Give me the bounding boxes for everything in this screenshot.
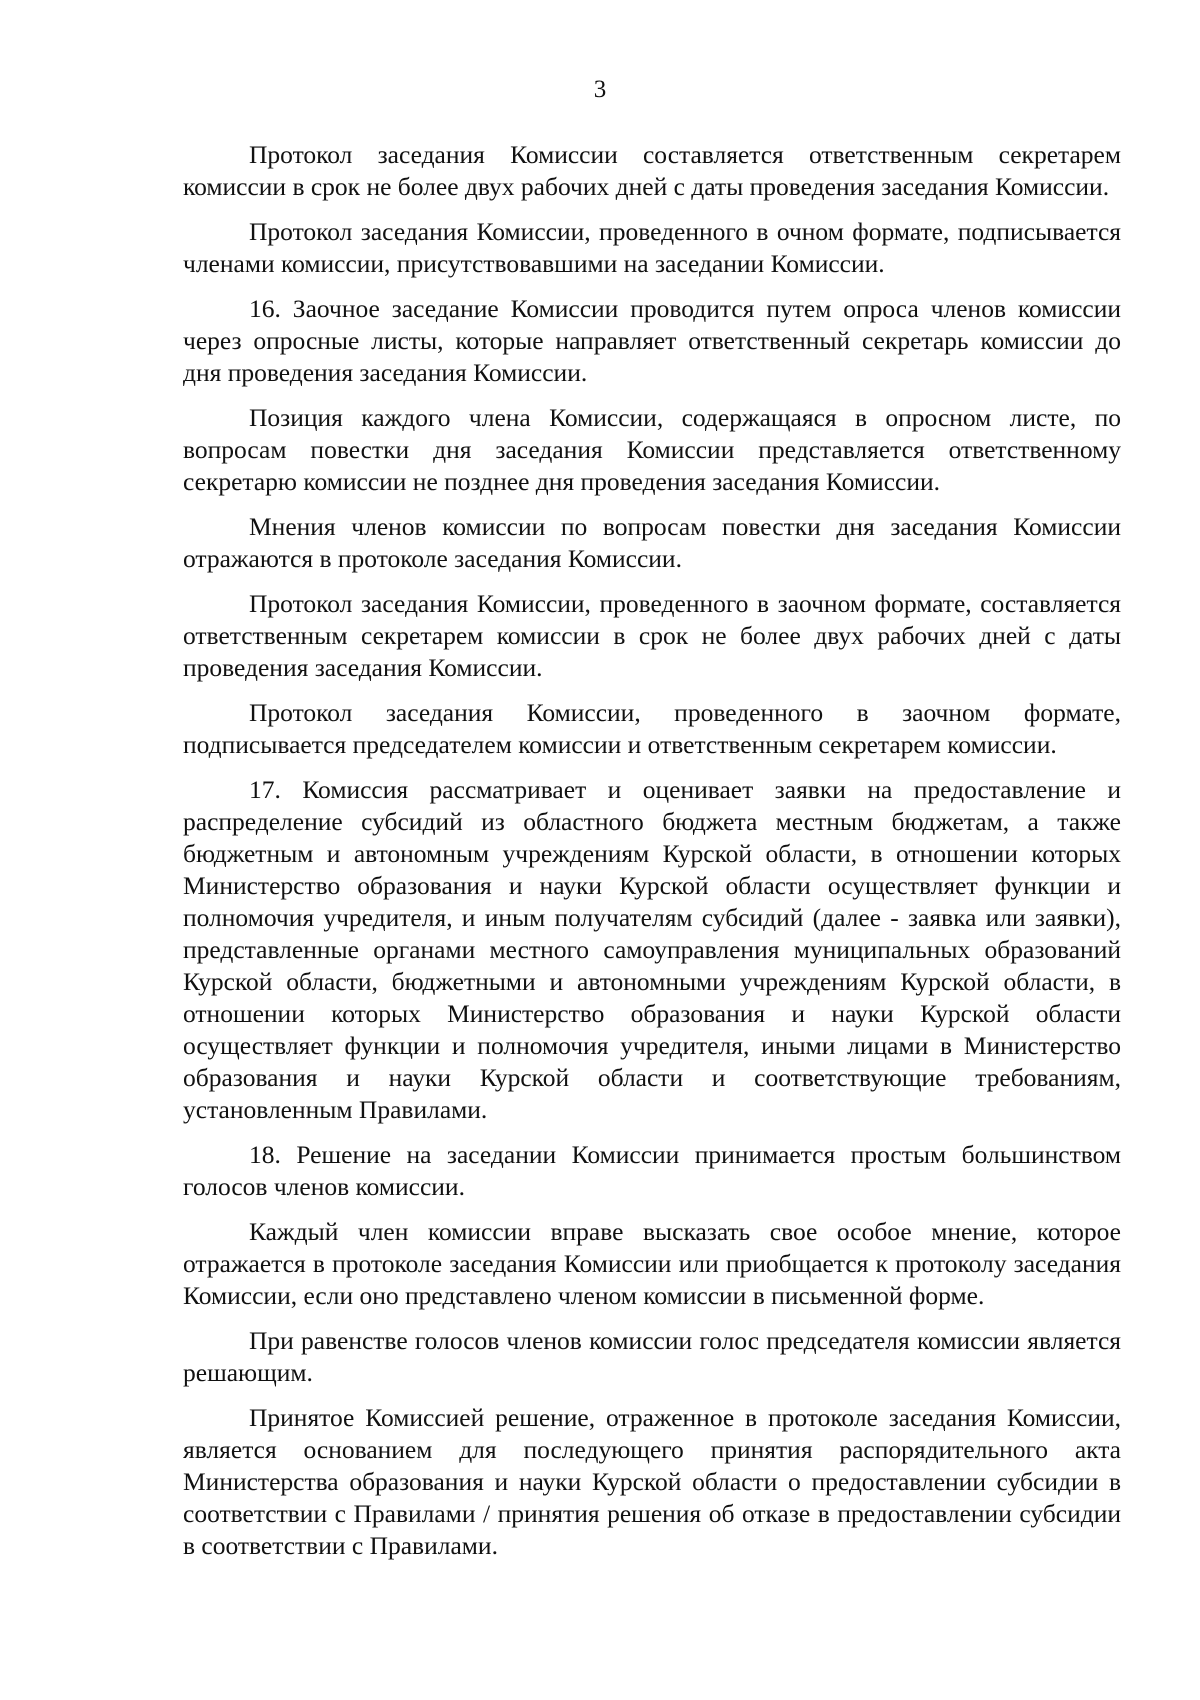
paragraph-member-position: Позиция каждого члена Комиссии, содержащаяся в опросном листе, по вопросам повестки дня заседания Комиссии представляется ответственному секретарю комиссии не позднее дня проведения заседания Комиссии.: [183, 403, 1121, 496]
paragraph-protocol-drafting: Протокол заседания Комиссии составляется ответственным секретарем комиссии в срок не более двух рабочих дней с даты проведения заседания Комиссии.: [183, 140, 1121, 201]
paragraph-protocol-remote-drafting: Протокол заседания Комиссии, проведенного в заочном формате, составляется ответственным секретарем комиссии в срок не более двух рабочих дней с даты проведения заседания Комиссии.: [183, 589, 1121, 682]
paragraph-17-applications: 17. Комиссия рассматривает и оценивает заявки на предоставление и распределение субсидий из областного бюджета местным бюджетам, а также бюджетным и автономным учреждениям Курской области, в отношении которых Министерство образования и науки Курской области осуществляет функции и полномочия учредителя, и иным получателям субсидий (далее - заявка или заявки), представленные органами местного самоуправления муниципальных образований Курской области, бюджетными и автономными учреждениям Курской области, в отношении которых Министерство образования и науки Курской области осуществляет функции и полномочия учредителя, иными лицами в Министерство образования и науки Курской области и соответствующие требованиям, установленным Правилами.: [183, 775, 1121, 1124]
paragraph-protocol-in-person-signing: Протокол заседания Комиссии, проведенного в очном формате, подписывается членами комиссии, присутствовавшими на заседании Комиссии.: [183, 217, 1121, 278]
paragraph-decision-basis: Принятое Комиссией решение, отраженное в протоколе заседания Комиссии, является основанием для последующего принятия распорядительного акта Министерства образования и науки Курской области о предоставлении субсидии в соответствии с Правилами / принятия решения об отказе в предоставлении субсидии в соответствии с Правилами.: [183, 1403, 1121, 1560]
paragraph-special-opinion: Каждый член комиссии вправе высказать свое особое мнение, которое отражается в протоколе заседания Комиссии или приобщается к протоколу заседания Комиссии, если оно представлено членом комиссии в письменной форме.: [183, 1217, 1121, 1310]
paragraph-16-remote-meeting: 16. Заочное заседание Комиссии проводится путем опроса членов комиссии через опросные листы, которые направляет ответственный секретарь комиссии до дня проведения заседания Комиссии.: [183, 294, 1121, 387]
paragraph-18-majority-decision: 18. Решение на заседании Комиссии принимается простым большинством голосов членов комиссии.: [183, 1140, 1121, 1201]
paragraph-protocol-remote-signing: Протокол заседания Комиссии, проведенного в заочном формате, подписывается председателем комиссии и ответственным секретарем комиссии.: [183, 698, 1121, 759]
paragraph-tie-vote: При равенстве голосов членов комиссии голос председателя комиссии является решающим.: [183, 1326, 1121, 1387]
page-number: 3: [593, 76, 607, 103]
document-body: [183, 139, 1121, 1575]
paragraph-member-opinions: Мнения членов комиссии по вопросам повестки дня заседания Комиссии отражаются в протоколе заседания Комиссии.: [183, 512, 1121, 573]
